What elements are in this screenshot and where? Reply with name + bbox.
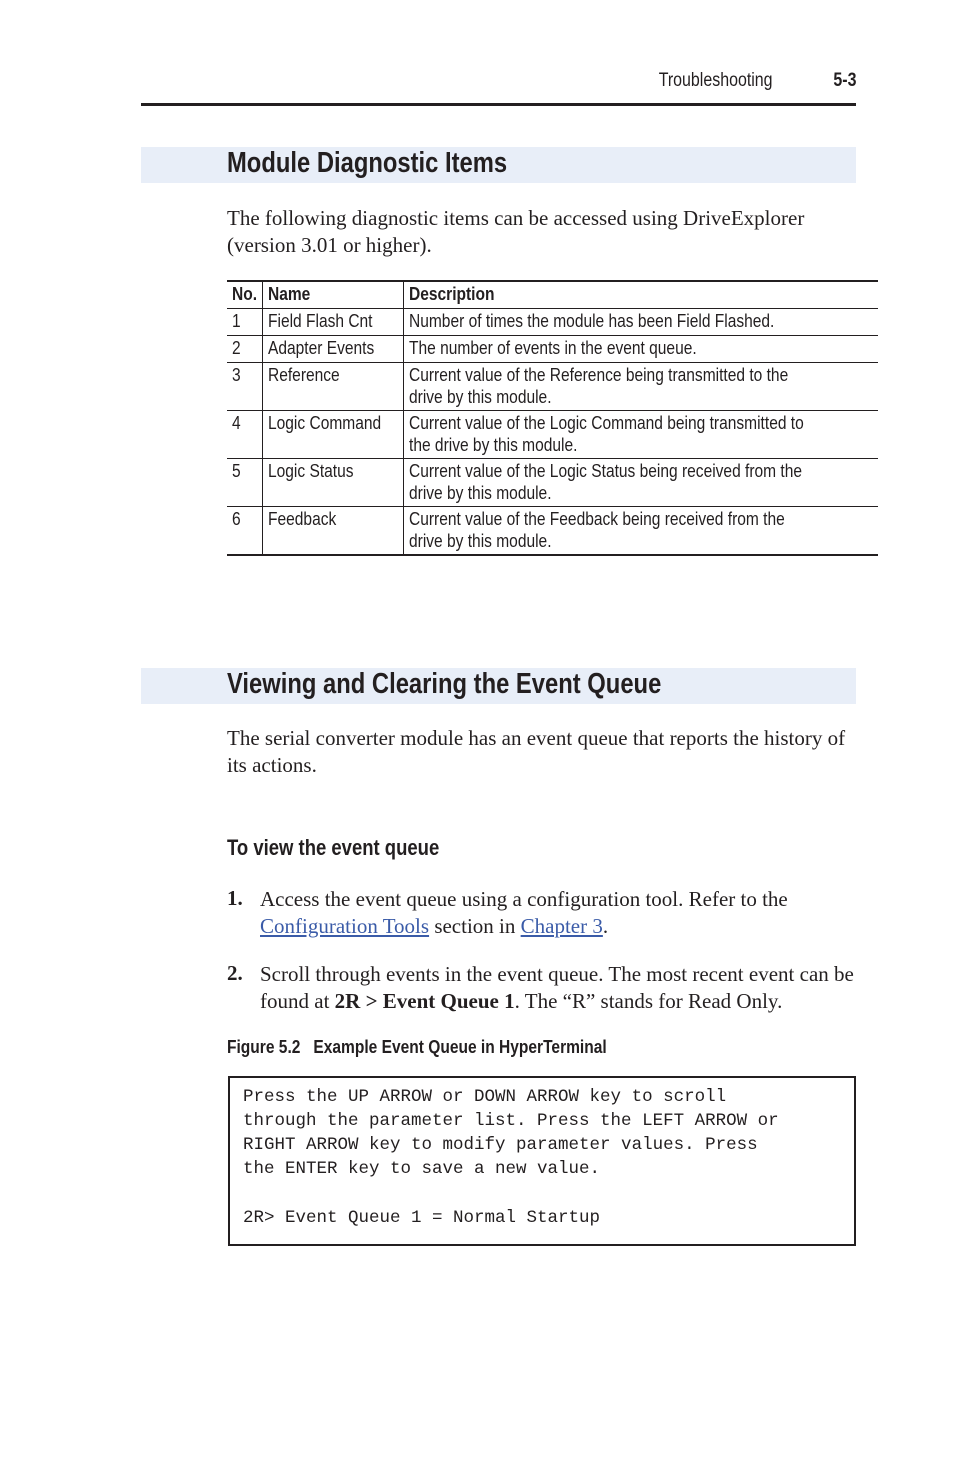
figure-title: Example Event Queue in HyperTerminal <box>313 1036 607 1057</box>
step-2-text-b: . The “R” stands for Read Only. <box>514 988 783 1013</box>
diagnostic-items-table <box>227 280 878 556</box>
step-1-number: 1. <box>227 886 243 910</box>
diagnostics-intro: The following diagnostic items can be accessed using DriveExplorer (version 3.01 or higher). <box>227 206 805 257</box>
page-number: 5-3 <box>832 70 856 91</box>
terminal-line: 2R> Event Queue 1 = Normal Startup <box>243 1208 601 1228</box>
step-1-text-b: section in <box>429 913 521 938</box>
cell-description: Current value of the Logic Status being received from the drive by this module. <box>403 459 878 507</box>
table-row <box>227 411 878 459</box>
cell-description: Current value of the Reference being transmitted to the drive by this module. <box>403 363 878 411</box>
cell-no: 4 <box>227 411 262 459</box>
cell-description: Number of times the module has been Field Flashed. <box>403 309 878 336</box>
cell-name: Feedback <box>262 507 403 556</box>
section-title-event-queue: Viewing and Clearing the Event Queue <box>227 668 662 700</box>
table-row <box>227 309 878 336</box>
column-header-description: Description <box>403 281 878 309</box>
terminal-line: through the parameter list. Press the LEFT ARROW or <box>243 1111 779 1131</box>
subheading-view-event-queue: To view the event queue <box>227 835 440 860</box>
step-2-text-a: Scroll through events in the event queue. The most recent event can be found at <box>260 962 854 1013</box>
configuration-tools-link[interactable]: Configuration Tools <box>260 913 430 938</box>
cell-no: 2 <box>227 336 262 363</box>
cell-no: 3 <box>227 363 262 411</box>
cell-name: Logic Command <box>262 411 403 459</box>
step-1-text-c: . <box>602 913 609 938</box>
step-2-number: 2. <box>227 961 243 985</box>
table-row <box>227 363 878 411</box>
terminal-line: the ENTER key to save a new value. <box>243 1159 601 1179</box>
hyperterminal-screen <box>228 1076 856 1246</box>
cell-no: 5 <box>227 459 262 507</box>
cell-no: 1 <box>227 309 262 336</box>
section-title-diagnostics: Module Diagnostic Items <box>227 147 508 179</box>
cell-name: Adapter Events <box>262 336 403 363</box>
event-queue-intro: The serial converter module has an event queue that reports the history of its actions. <box>227 726 846 777</box>
column-header-no: No. <box>227 281 262 309</box>
step-2-text <box>260 961 856 1014</box>
cell-description: Current value of the Feedback being received from the drive by this module. <box>403 507 878 556</box>
table-row <box>227 459 878 507</box>
header-rule <box>141 103 856 106</box>
cell-name: Reference <box>262 363 403 411</box>
figure-label: Figure 5.2 <box>227 1036 301 1057</box>
cell-description: Current value of the Logic Command being transmitted to the drive by this module. <box>403 411 878 459</box>
column-header-name: Name <box>262 281 403 309</box>
terminal-line: RIGHT ARROW key to modify parameter values. Press <box>243 1135 758 1155</box>
running-header-section: Troubleshooting <box>659 70 773 91</box>
cell-name: Field Flash Cnt <box>262 309 403 336</box>
cell-name: Logic Status <box>262 459 403 507</box>
table-row <box>227 507 878 556</box>
table-row <box>227 336 878 363</box>
cell-no: 6 <box>227 507 262 556</box>
cell-description: The number of events in the event queue. <box>403 336 878 363</box>
step-1-text <box>260 886 856 939</box>
table-header-row <box>227 281 878 309</box>
event-queue-path: 2R > Event Queue 1 <box>334 988 515 1013</box>
terminal-line: Press the UP ARROW or DOWN ARROW key to scroll <box>243 1087 727 1107</box>
chapter-3-link[interactable]: Chapter 3 <box>520 913 603 938</box>
figure-caption <box>227 1036 679 1058</box>
step-1-text-a: Access the event queue using a configuration tool. Refer to the <box>260 887 788 911</box>
